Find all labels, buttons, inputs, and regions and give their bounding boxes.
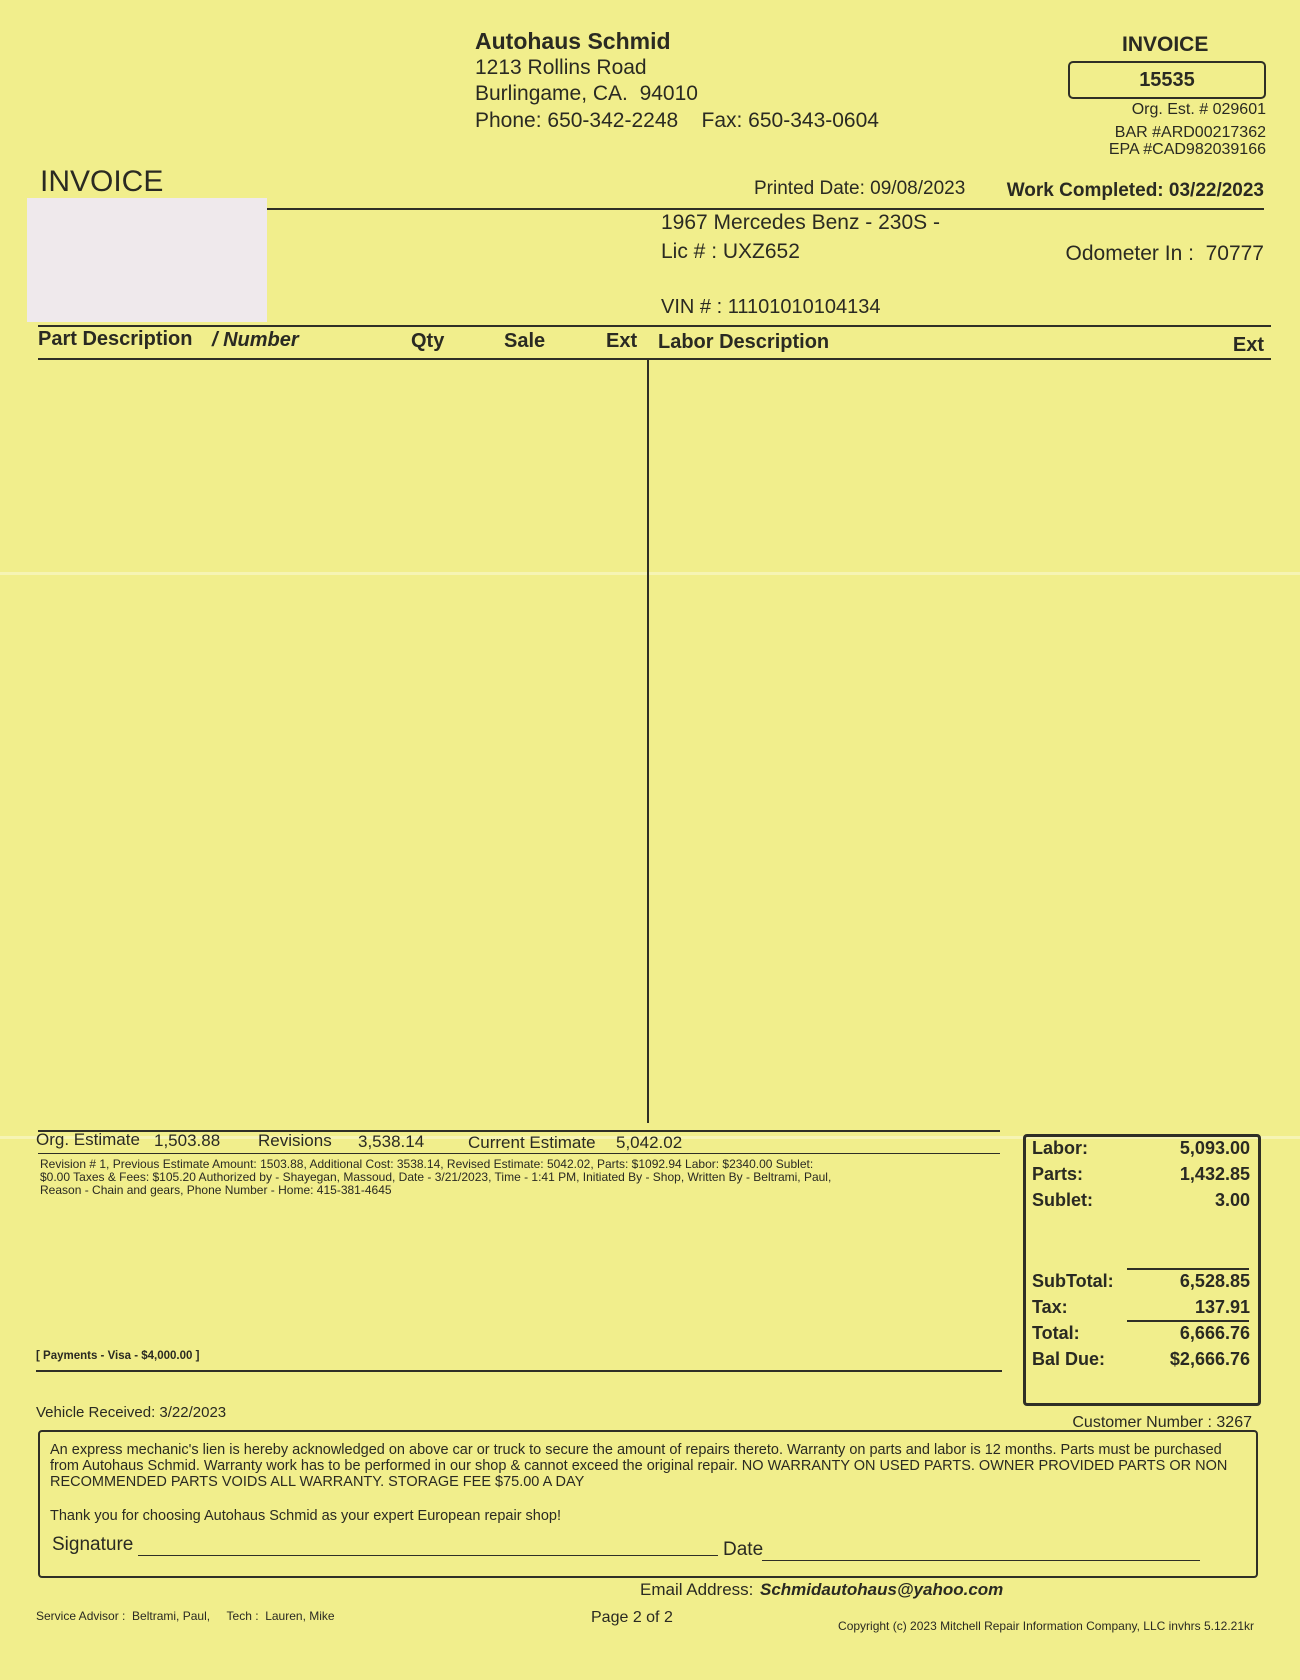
table-top-rule — [38, 325, 1271, 327]
customer-number: Customer Number : 3267 — [1072, 1414, 1252, 1431]
shop-name: Autohaus Schmid — [475, 28, 671, 54]
printed-date: Printed Date: 09/08/2023 — [754, 178, 966, 199]
email-address[interactable]: Schmidautohaus@yahoo.com — [760, 1580, 1004, 1599]
totals-label: Bal Due: — [1032, 1349, 1106, 1369]
table-header-rule — [38, 358, 1271, 360]
estimate-bottom-rule — [38, 1153, 1000, 1154]
revision-note-line2: $0.00 Taxes & Fees: $105.20 Authorized by - Shayegan, Massoud, Date - 3/21/2023, Time - 1:41 PM, Initiated By - Shop, Written By - Beltrami, Paul, — [40, 1170, 832, 1184]
date-label: Date — [723, 1539, 764, 1560]
header-rule — [267, 208, 1264, 210]
payments-line: [ Payments - Visa - $4,000.00 ] — [36, 1350, 200, 1362]
subtotal-rule — [1127, 1268, 1249, 1270]
revisions-value: 3,538.14 — [358, 1132, 425, 1151]
revision-note-line1: Revision # 1, Previous Estimate Amount: 1503.88, Additional Cost: 3538.14, Revised Estimate: 5042.02, Parts: $1092.94 Labor: $2340.00 Sublet: — [40, 1157, 814, 1171]
thank-you-note: Thank you for choosing Autohaus Schmid as your expert European repair shop! — [50, 1508, 562, 1524]
totals-label: Total: — [1032, 1323, 1080, 1343]
column-header-sale: Sale — [504, 330, 546, 352]
totals-value: 3.00 — [1214, 1190, 1250, 1210]
totals-value: 6,528.85 — [1179, 1271, 1250, 1291]
signature-label: Signature — [52, 1534, 134, 1555]
invoice-label: INVOICE — [1122, 33, 1209, 56]
totals-value: 6,666.76 — [1179, 1323, 1250, 1343]
totals-label: Tax: — [1032, 1297, 1068, 1317]
service-advisor-tech: Service Advisor : Beltrami, Paul, Tech : Lauren, Mike — [36, 1609, 335, 1623]
payments-rule — [36, 1370, 1002, 1372]
vehicle-description: 1967 Mercedes Benz - 230S - — [661, 211, 940, 234]
totals-value: 1,432.85 — [1179, 1164, 1250, 1184]
org-est-number: Org. Est. # 029601 — [1131, 101, 1266, 118]
page-title: INVOICE — [40, 165, 164, 198]
copyright: Copyright (c) 2023 Mitchell Repair Information Company, LLC invhrs 5.12.21kr — [838, 1619, 1254, 1633]
totals-label: SubTotal: — [1032, 1271, 1114, 1291]
odometer-reading: Odometer In : 70777 — [1065, 242, 1264, 265]
column-header-part-number: / Number — [212, 329, 299, 351]
total-rule — [1127, 1320, 1249, 1322]
email-label: Email Address: — [640, 1580, 754, 1599]
revision-note-line3: Reason - Chain and gears, Phone Number - Home: 415-381-4645 — [40, 1183, 392, 1197]
column-header-ext: Ext — [606, 330, 638, 352]
vehicle-received: Vehicle Received: 3/22/2023 — [36, 1404, 227, 1421]
column-header-qty: Qty — [411, 330, 445, 352]
vin-number: VIN # : 11101010104134 — [661, 296, 881, 318]
column-header-part-description: Part Description — [38, 328, 193, 350]
totals-value: 137.91 — [1194, 1297, 1250, 1317]
page-number: Page 2 of 2 — [591, 1609, 673, 1626]
revisions-label: Revisions — [258, 1131, 332, 1150]
totals-label: Sublet: — [1032, 1190, 1093, 1210]
current-estimate-label: Current Estimate — [468, 1133, 596, 1152]
redacted-customer-block — [27, 198, 267, 322]
column-header-labor-ext: Ext — [1232, 334, 1264, 356]
shop-address-line1: 1213 Rollins Road — [475, 56, 647, 79]
parts-labor-divider — [647, 360, 649, 1123]
paper-fold — [0, 572, 1300, 575]
column-header-labor-description: Labor Description — [658, 331, 830, 353]
invoice-number: 15535 — [1068, 61, 1266, 99]
license-plate: Lic # : UXZ652 — [661, 240, 800, 263]
shop-address-line2: Burlingame, CA. 94010 — [475, 82, 698, 105]
totals-label: Parts: — [1032, 1164, 1084, 1184]
org-estimate-label: Org. Estimate — [36, 1130, 140, 1149]
shop-phone-fax: Phone: 650-342-2248 Fax: 650-343-0604 — [475, 109, 879, 132]
terms-box — [38, 1430, 1258, 1578]
totals-value: 5,093.00 — [1179, 1138, 1250, 1158]
org-estimate-value: 1,503.88 — [154, 1131, 221, 1150]
work-completed-date: Work Completed: 03/22/2023 — [1006, 180, 1264, 201]
signature-line — [138, 1555, 718, 1556]
epa-number: EPA #CAD982039166 — [1108, 141, 1266, 158]
warranty-terms: An express mechanic's lien is hereby acknowledged on above car or truck to secure the amount of repairs thereto. Warranty on parts and labor is 12 months. Parts must be purchased from Autohaus Schmid. Warranty work has to be performed in our shop & cannot exceed the original repair. NO WARRANTY ON USED PARTS. OWNER PROVIDED PARTS OR NON RECOMMENDED PARTS VOIDS ALL WARRANTY. STORAGE FEE $75.00 A DAY — [50, 1442, 1228, 1490]
totals-value: $2,666.76 — [1169, 1349, 1250, 1369]
current-estimate-value: 5,042.02 — [616, 1133, 683, 1152]
totals-label: Labor: — [1032, 1138, 1088, 1158]
bar-number: BAR #ARD00217362 — [1114, 124, 1266, 141]
date-line — [762, 1560, 1200, 1561]
